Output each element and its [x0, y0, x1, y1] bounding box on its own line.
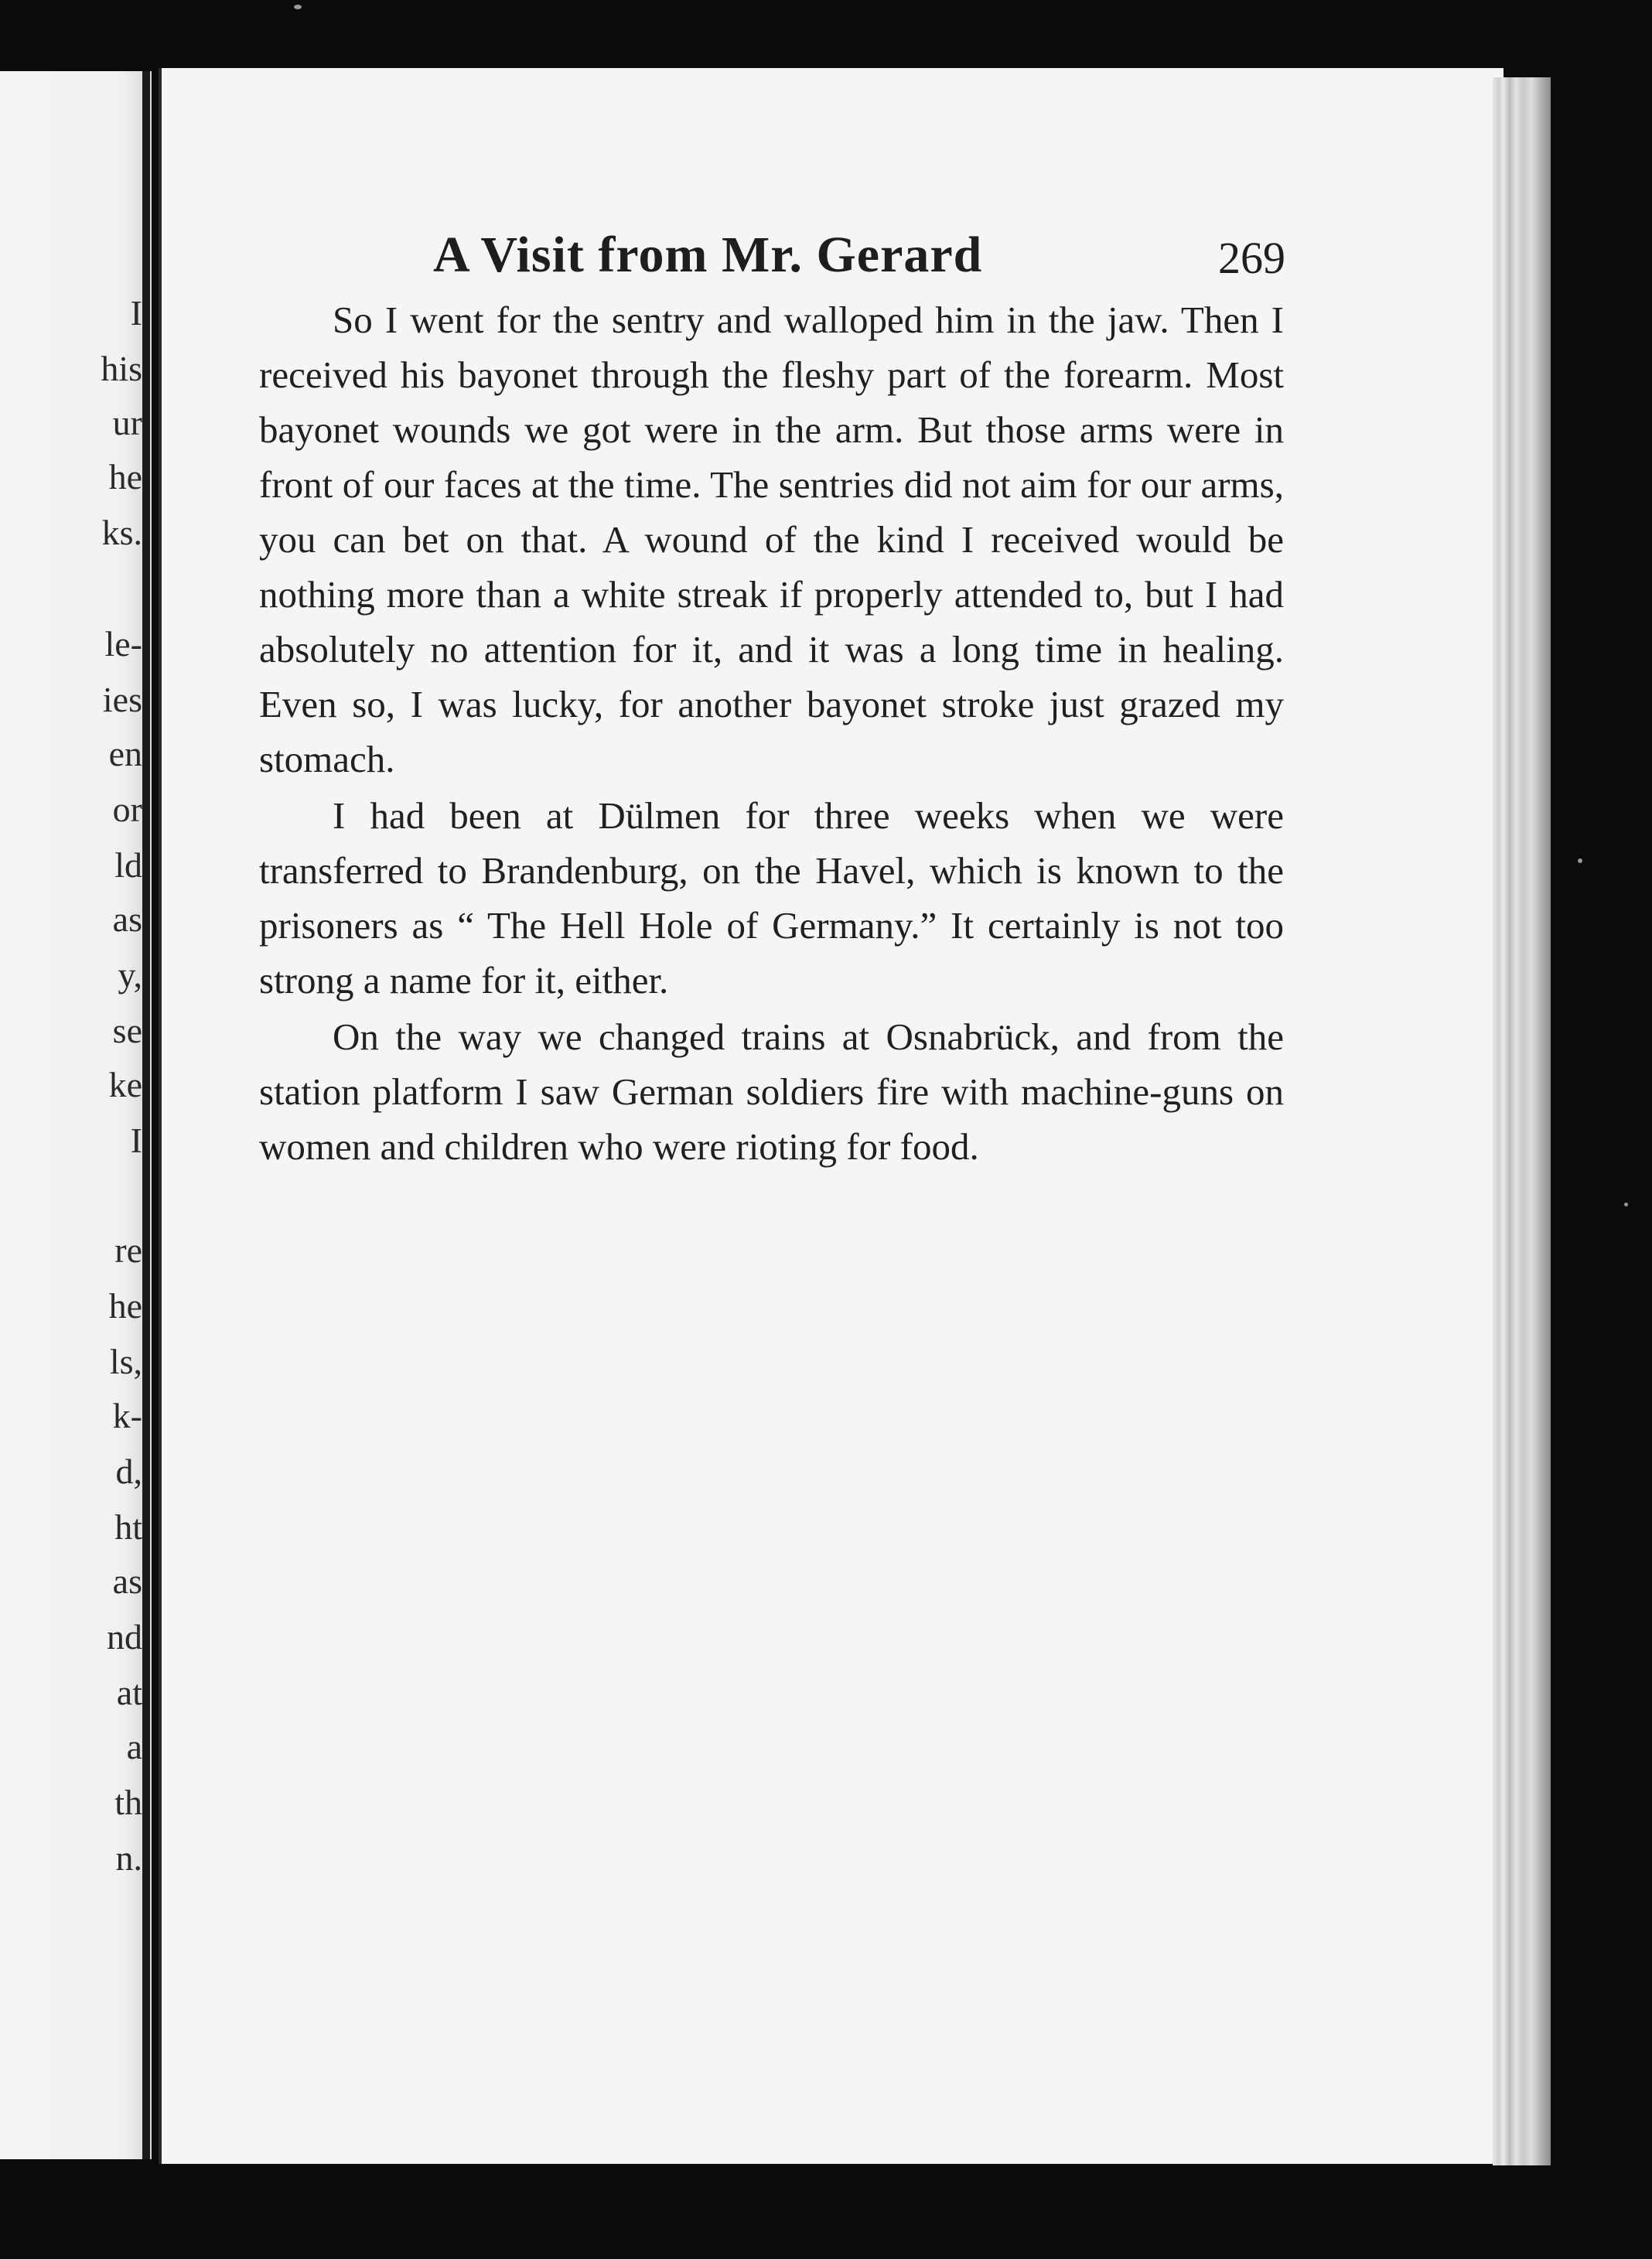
facing-page-fragment: re	[114, 1230, 142, 1270]
facing-page-fragment: a	[126, 1727, 142, 1766]
page-edges	[1493, 77, 1551, 2165]
facing-page-fragment: ld	[114, 845, 142, 885]
paragraph: On the way we changed trains at Osnabrück, and from the station platform I saw German soldiers fire with machine-guns on women and children who were rioting for food.	[259, 1015, 1284, 1168]
facing-page-fragment: or	[112, 790, 142, 829]
paragraph: So I went for the sentry and walloped him in the jaw. Then I received his bayonet through the fleshy part of the forearm. Most bayonet wounds we got were in the arm. But those arms were in front of our faces at the time. The sentries did not aim for our arms, you can bet on that. A wound of the kind I received would be nothing more than a white streak if properly attended to, but I had absolutely no attention for it, and it was a long time in healing. Even so, I was lucky, for another bayonet stroke just grazed my stomach.	[259, 299, 1284, 780]
facing-page-fragment: k-	[112, 1396, 142, 1435]
facing-page-fragment: n.	[115, 1838, 142, 1878]
facing-page-fragment: th	[114, 1783, 142, 1822]
facing-page-fragment: he	[108, 457, 142, 497]
facing-page-fragment: as	[112, 1561, 142, 1601]
facing-page-fragment: ur	[112, 403, 142, 442]
facing-page-fragment: I	[130, 1121, 142, 1160]
facing-page-fragment: ies	[102, 680, 142, 719]
facing-page-fragment: ks.	[101, 513, 142, 552]
facing-page	[0, 71, 152, 2159]
facing-page-fragment: nd	[107, 1617, 142, 1657]
scan-speck	[294, 5, 302, 9]
facing-page-fragment: he	[108, 1286, 142, 1326]
facing-page-fragment: en	[108, 734, 142, 773]
running-head: A Visit from Mr. Gerard	[433, 227, 983, 283]
facing-page-fragment: y,	[118, 955, 142, 995]
facing-page-fragment: at	[116, 1673, 142, 1712]
paragraph: I had been at Dülmen for three weeks when we were transferred to Brandenburg, on the Havel, which is known to the prisoners as “ The Hell Hole of Germany.” It certainly is not too strong a name for it, either.	[259, 794, 1284, 1002]
facing-page-fragment: se	[112, 1011, 142, 1050]
facing-page-fragment: ht	[114, 1507, 142, 1547]
facing-page-fragment: d,	[115, 1452, 142, 1491]
body-text	[259, 292, 1284, 1176]
facing-page-fragment: his	[101, 349, 142, 388]
facing-page-fragment: ke	[108, 1065, 142, 1104]
scan-speck	[1578, 858, 1582, 863]
book-gutter	[142, 71, 150, 2159]
facing-page-fragment: le-	[104, 624, 142, 664]
scan-speck	[1624, 1203, 1628, 1206]
facing-page-fragment: as	[112, 899, 142, 939]
facing-page-fragment: I	[130, 293, 142, 333]
page-number: 269	[1218, 233, 1285, 283]
facing-page-fragment: ls,	[109, 1342, 142, 1381]
